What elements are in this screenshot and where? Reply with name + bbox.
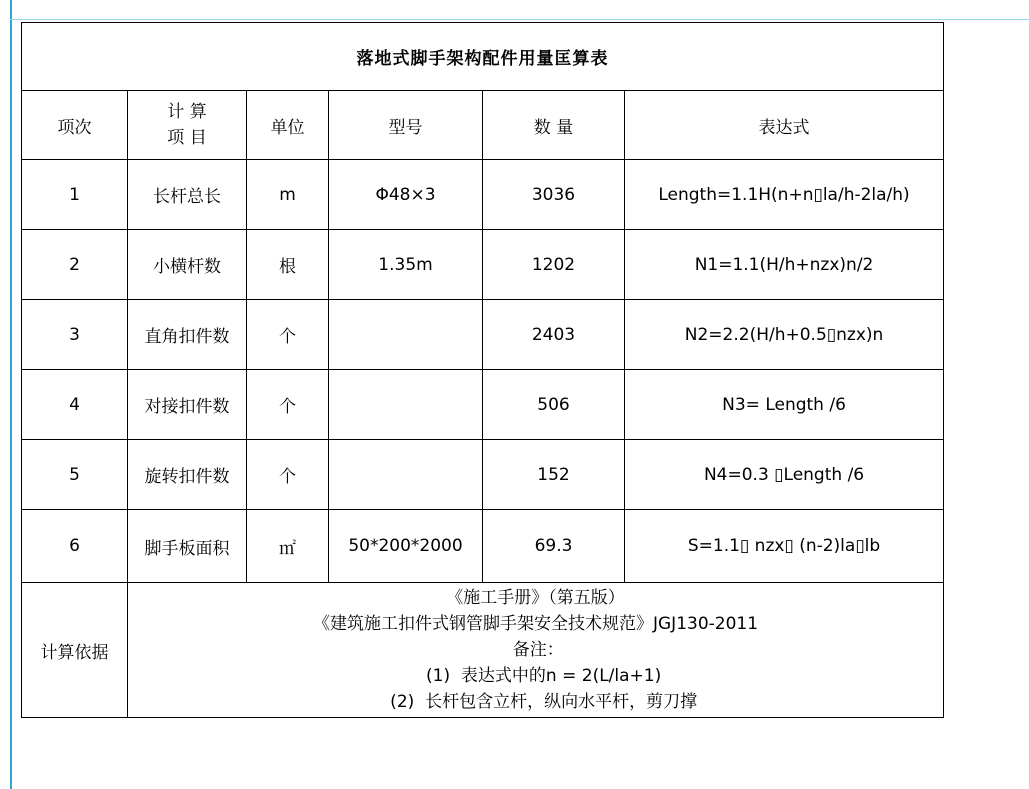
header-item-line1: 计 算 bbox=[167, 102, 207, 122]
basis-line: 《建筑施工扣件式钢管脚手架安全技术规范》JGJ130-2011 bbox=[313, 614, 759, 634]
cell-qty[interactable]: 152 bbox=[483, 440, 625, 510]
cell-item[interactable]: 直角扣件数 bbox=[128, 300, 247, 370]
cell-no[interactable]: 2 bbox=[22, 230, 128, 300]
cell-formula[interactable]: N3= Length /6 bbox=[625, 370, 944, 440]
cell-qty[interactable]: 3036 bbox=[483, 160, 625, 230]
cell-no[interactable]: 5 bbox=[22, 440, 128, 510]
cell-unit[interactable]: ㎡ bbox=[247, 510, 329, 583]
cell-unit[interactable]: 个 bbox=[247, 440, 329, 510]
header-cell-formula[interactable]: 表达式 bbox=[625, 91, 944, 160]
table-row bbox=[22, 370, 944, 440]
basis-line: 《施工手册》（第五版） bbox=[446, 588, 625, 608]
cell-formula[interactable]: N2=2.2(H/h+0.5▯nzx)n bbox=[625, 300, 944, 370]
basis-label[interactable]: 计算依据 bbox=[22, 583, 128, 718]
cell-unit[interactable]: 个 bbox=[247, 370, 329, 440]
cell-model[interactable] bbox=[329, 370, 483, 440]
cell-item[interactable]: 长杆总长 bbox=[128, 160, 247, 230]
table-row bbox=[22, 300, 944, 370]
table-row bbox=[22, 160, 944, 230]
cell-model[interactable]: Φ48×3 bbox=[329, 160, 483, 230]
estimate-table bbox=[21, 22, 944, 718]
basis-line: (1) 表达式中的n = 2(L/la+1) bbox=[409, 666, 662, 686]
header-cell-quantity[interactable]: 数 量 bbox=[483, 91, 625, 160]
cell-model[interactable]: 50*200*2000 bbox=[329, 510, 483, 583]
header-cell-model[interactable]: 型号 bbox=[329, 91, 483, 160]
table-row bbox=[22, 510, 944, 583]
cell-qty[interactable]: 1202 bbox=[483, 230, 625, 300]
cell-no[interactable]: 1 bbox=[22, 160, 128, 230]
table-row bbox=[22, 440, 944, 510]
header-cell-index[interactable]: 项次 bbox=[22, 91, 128, 160]
cell-formula[interactable]: S=1.1▯ nzx▯ (n-2)la▯lb bbox=[625, 510, 944, 583]
cell-item[interactable]: 小横杆数 bbox=[128, 230, 247, 300]
cell-no[interactable]: 3 bbox=[22, 300, 128, 370]
basis-notes[interactable] bbox=[128, 583, 944, 718]
cell-formula[interactable]: Length=1.1H(n+n▯la/h-2la/h) bbox=[625, 160, 944, 230]
cell-item[interactable]: 旋转扣件数 bbox=[128, 440, 247, 510]
selection-guide-top bbox=[10, 19, 1029, 20]
cell-item[interactable]: 对接扣件数 bbox=[128, 370, 247, 440]
cell-unit[interactable]: 个 bbox=[247, 300, 329, 370]
header-cell-item[interactable] bbox=[128, 91, 247, 160]
cell-formula[interactable]: N1=1.1(H/h+nzx)n/2 bbox=[625, 230, 944, 300]
header-item-line2: 项 目 bbox=[167, 128, 207, 148]
basis-line: 备注： bbox=[507, 640, 564, 660]
cell-item[interactable]: 脚手板面积 bbox=[128, 510, 247, 583]
header-cell-unit[interactable]: 单位 bbox=[247, 91, 329, 160]
cell-model[interactable] bbox=[329, 440, 483, 510]
cell-qty[interactable]: 506 bbox=[483, 370, 625, 440]
basis-line: (2) 长杆包含立杆，纵向水平杆，剪刀撑 bbox=[373, 692, 698, 712]
cell-no[interactable]: 6 bbox=[22, 510, 128, 583]
cell-formula[interactable]: N4=0.3 ▯Length /6 bbox=[625, 440, 944, 510]
cell-qty[interactable]: 2403 bbox=[483, 300, 625, 370]
cell-no[interactable]: 4 bbox=[22, 370, 128, 440]
cell-unit[interactable]: m bbox=[247, 160, 329, 230]
basis-row bbox=[22, 583, 944, 718]
cell-unit[interactable]: 根 bbox=[247, 230, 329, 300]
table-row bbox=[22, 230, 944, 300]
cell-qty[interactable]: 69.3 bbox=[483, 510, 625, 583]
cell-model[interactable]: 1.35m bbox=[329, 230, 483, 300]
table-title[interactable]: 落地式脚手架构配件用量匡算表 bbox=[22, 23, 944, 91]
selection-guide-left bbox=[10, 0, 12, 789]
header-row bbox=[22, 91, 944, 160]
cell-model[interactable] bbox=[329, 300, 483, 370]
